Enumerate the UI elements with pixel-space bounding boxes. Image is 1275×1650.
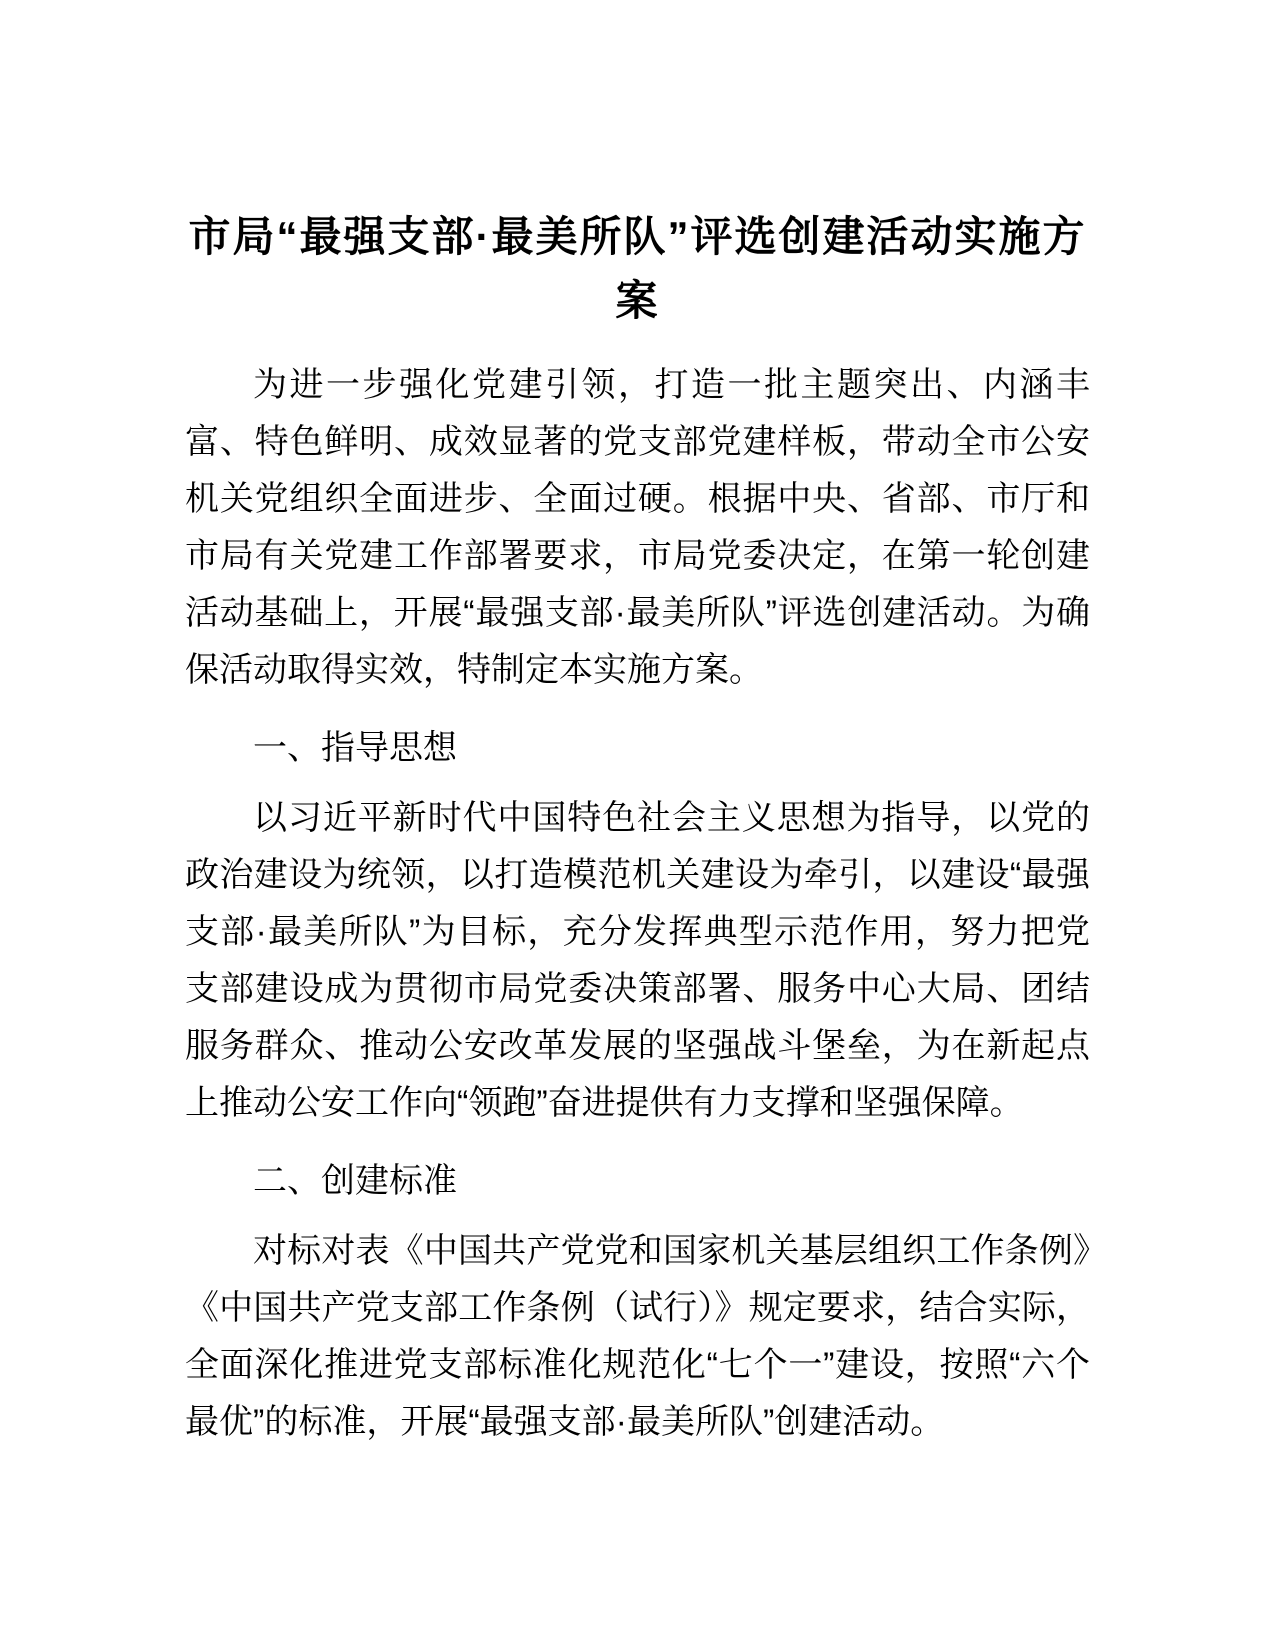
section-heading-guiding-ideology: 一、指导思想	[253, 729, 457, 767]
document-content	[185, 205, 1090, 1451]
paragraph-guiding-ideology: 以习近平新时代中国特色社会主义思想为指导，以党的政治建设为统领，以打造模范机关建设为牵引，以建设“最强支部·最美所队”为目标，充分发挥典型示范作用，努力把党支部建设成为贯彻市局党委决策部署、服务中心大局、团结服务群众、推动公安改革发展的坚强战斗堡垒，为在新起点上推动公安工作向“领跑”奋进提供有力支撑和坚强保障。	[185, 799, 1090, 1122]
document-title: 市局“最强支部·最美所队”评选创建活动实施方案	[188, 213, 1087, 324]
section-heading-creation-standards: 二、创建标准	[253, 1162, 457, 1200]
paragraph-intro: 为进一步强化党建引领，打造一批主题突出、内涵丰富、特色鲜明、成效显著的党支部党建样板，带动全市公安机关党组织全面进步、全面过硬。根据中央、省部、市厅和市局有关党建工作部署要求，市局党委决定，在第一轮创建活动基础上，开展“最强支部·最美所队”评选创建活动。为确保活动取得实效，特制定本实施方案。	[185, 366, 1090, 689]
paragraph-creation-standards: 对标对表《中国共产党党和国家机关基层组织工作条例》《中国共产党支部工作条例（试行）》规定要求，结合实际，全面深化推进党支部标准化规范化“七个一”建设，按照“六个最优”的标准，开展“最强支部·最美所队”创建活动。	[185, 1232, 1090, 1441]
